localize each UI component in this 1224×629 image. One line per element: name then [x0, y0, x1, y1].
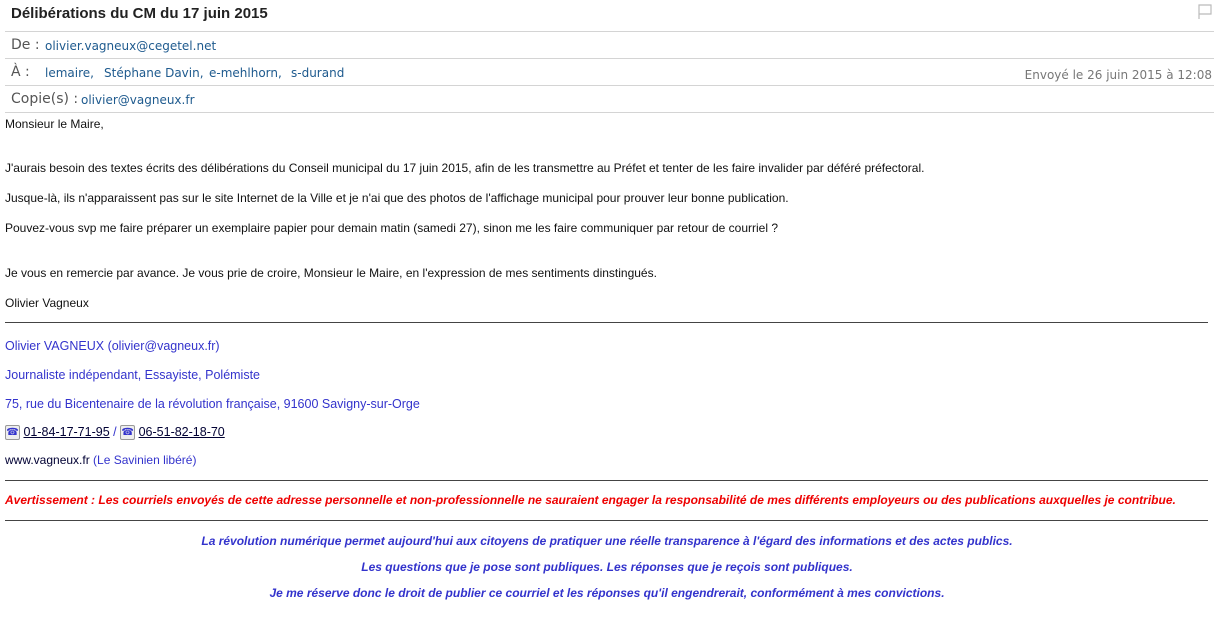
- email-subject: Délibérations du CM du 17 juin 2015: [11, 5, 268, 22]
- recipient[interactable]: s-durand: [291, 66, 345, 80]
- phone-icon: ☎: [6, 427, 19, 439]
- footer-line: Je me réserve donc le droit de publier ce courriel et les réponses qu'il engendrerait, conformément à mes convictions.: [269, 586, 945, 600]
- warning-text: Avertissement : Les courriels envoyés de cette adresse personnelle et non-professionnelle ne sauraient engager la responsabilité de mes différents employeurs ou des publications auxquelles je contribue.: [5, 493, 1176, 507]
- site-note: (Le Savinien libéré): [93, 453, 197, 467]
- from-row: [5, 31, 1214, 58]
- recipient[interactable]: e-mehlhorn,: [209, 66, 282, 80]
- to-label: À :: [11, 64, 30, 80]
- paragraph: Pouvez-vous svp me faire préparer un exemplaire papier pour demain matin (samedi 27), sinon me les faire communiquer par retour de courriel ?: [5, 221, 779, 235]
- paragraph: Jusque-là, ils n'apparaissent pas sur le site Internet de la Ville et je n'ai que des photos de l'affichage municipal pour prouver leur bonne publication.: [5, 191, 789, 205]
- footer-line: La révolution numérique permet aujourd'hui aux citoyens de pratiquer une réelle transparence à l'égard des informations et des actes publics.: [201, 534, 1013, 548]
- footer-line: Les questions que je pose sont publiques. Les réponses que je reçois sont publiques.: [361, 560, 853, 574]
- phone-link[interactable]: 01-84-17-71-95: [23, 425, 110, 439]
- from-address[interactable]: olivier.vagneux@cegetel.net: [45, 39, 217, 53]
- sig-name: Olivier VAGNEUX (olivier@vagneux.fr): [5, 339, 220, 353]
- paragraph: J'aurais besoin des textes écrits des délibérations du Conseil municipal du 17 juin 2015, afin de les transmettre au Préfet et tenter de les faire invalider par déféré préfectoral.: [5, 161, 925, 175]
- cc-address[interactable]: olivier@vagneux.fr: [81, 93, 195, 107]
- divider: [5, 480, 1208, 481]
- cc-label: Copie(s) :: [11, 91, 79, 107]
- sig-address: 75, rue du Bicentenaire de la révolution française, 91600 Savigny-sur-Orge: [5, 397, 420, 411]
- phone-icon: ☎: [121, 427, 134, 439]
- sent-date: Envoyé le 26 juin 2015 à 12:08: [1024, 68, 1212, 82]
- sig-title: Journaliste indépendant, Essayiste, Polémiste: [5, 368, 261, 382]
- sig-site: [5, 453, 196, 467]
- divider: [5, 520, 1208, 521]
- signature-name: Olivier Vagneux: [5, 296, 89, 310]
- flag-icon[interactable]: [1198, 4, 1212, 20]
- recipient[interactable]: Stéphane Davin,: [104, 66, 204, 80]
- cc-row: [5, 85, 1214, 113]
- sig-phones: [5, 425, 225, 440]
- separator: /: [113, 425, 117, 439]
- greeting: Monsieur le Maire,: [5, 117, 104, 131]
- paragraph: Je vous en remercie par avance. Je vous prie de croire, Monsieur le Maire, en l'expression de mes sentiments dinstingués.: [5, 266, 657, 280]
- recipient[interactable]: lemaire,: [45, 66, 94, 80]
- from-label: De :: [11, 37, 40, 53]
- phone-link[interactable]: 06-51-82-18-70: [138, 425, 225, 439]
- website-link[interactable]: www.vagneux.fr: [5, 453, 90, 467]
- to-row: [5, 58, 1214, 85]
- divider: [5, 322, 1208, 323]
